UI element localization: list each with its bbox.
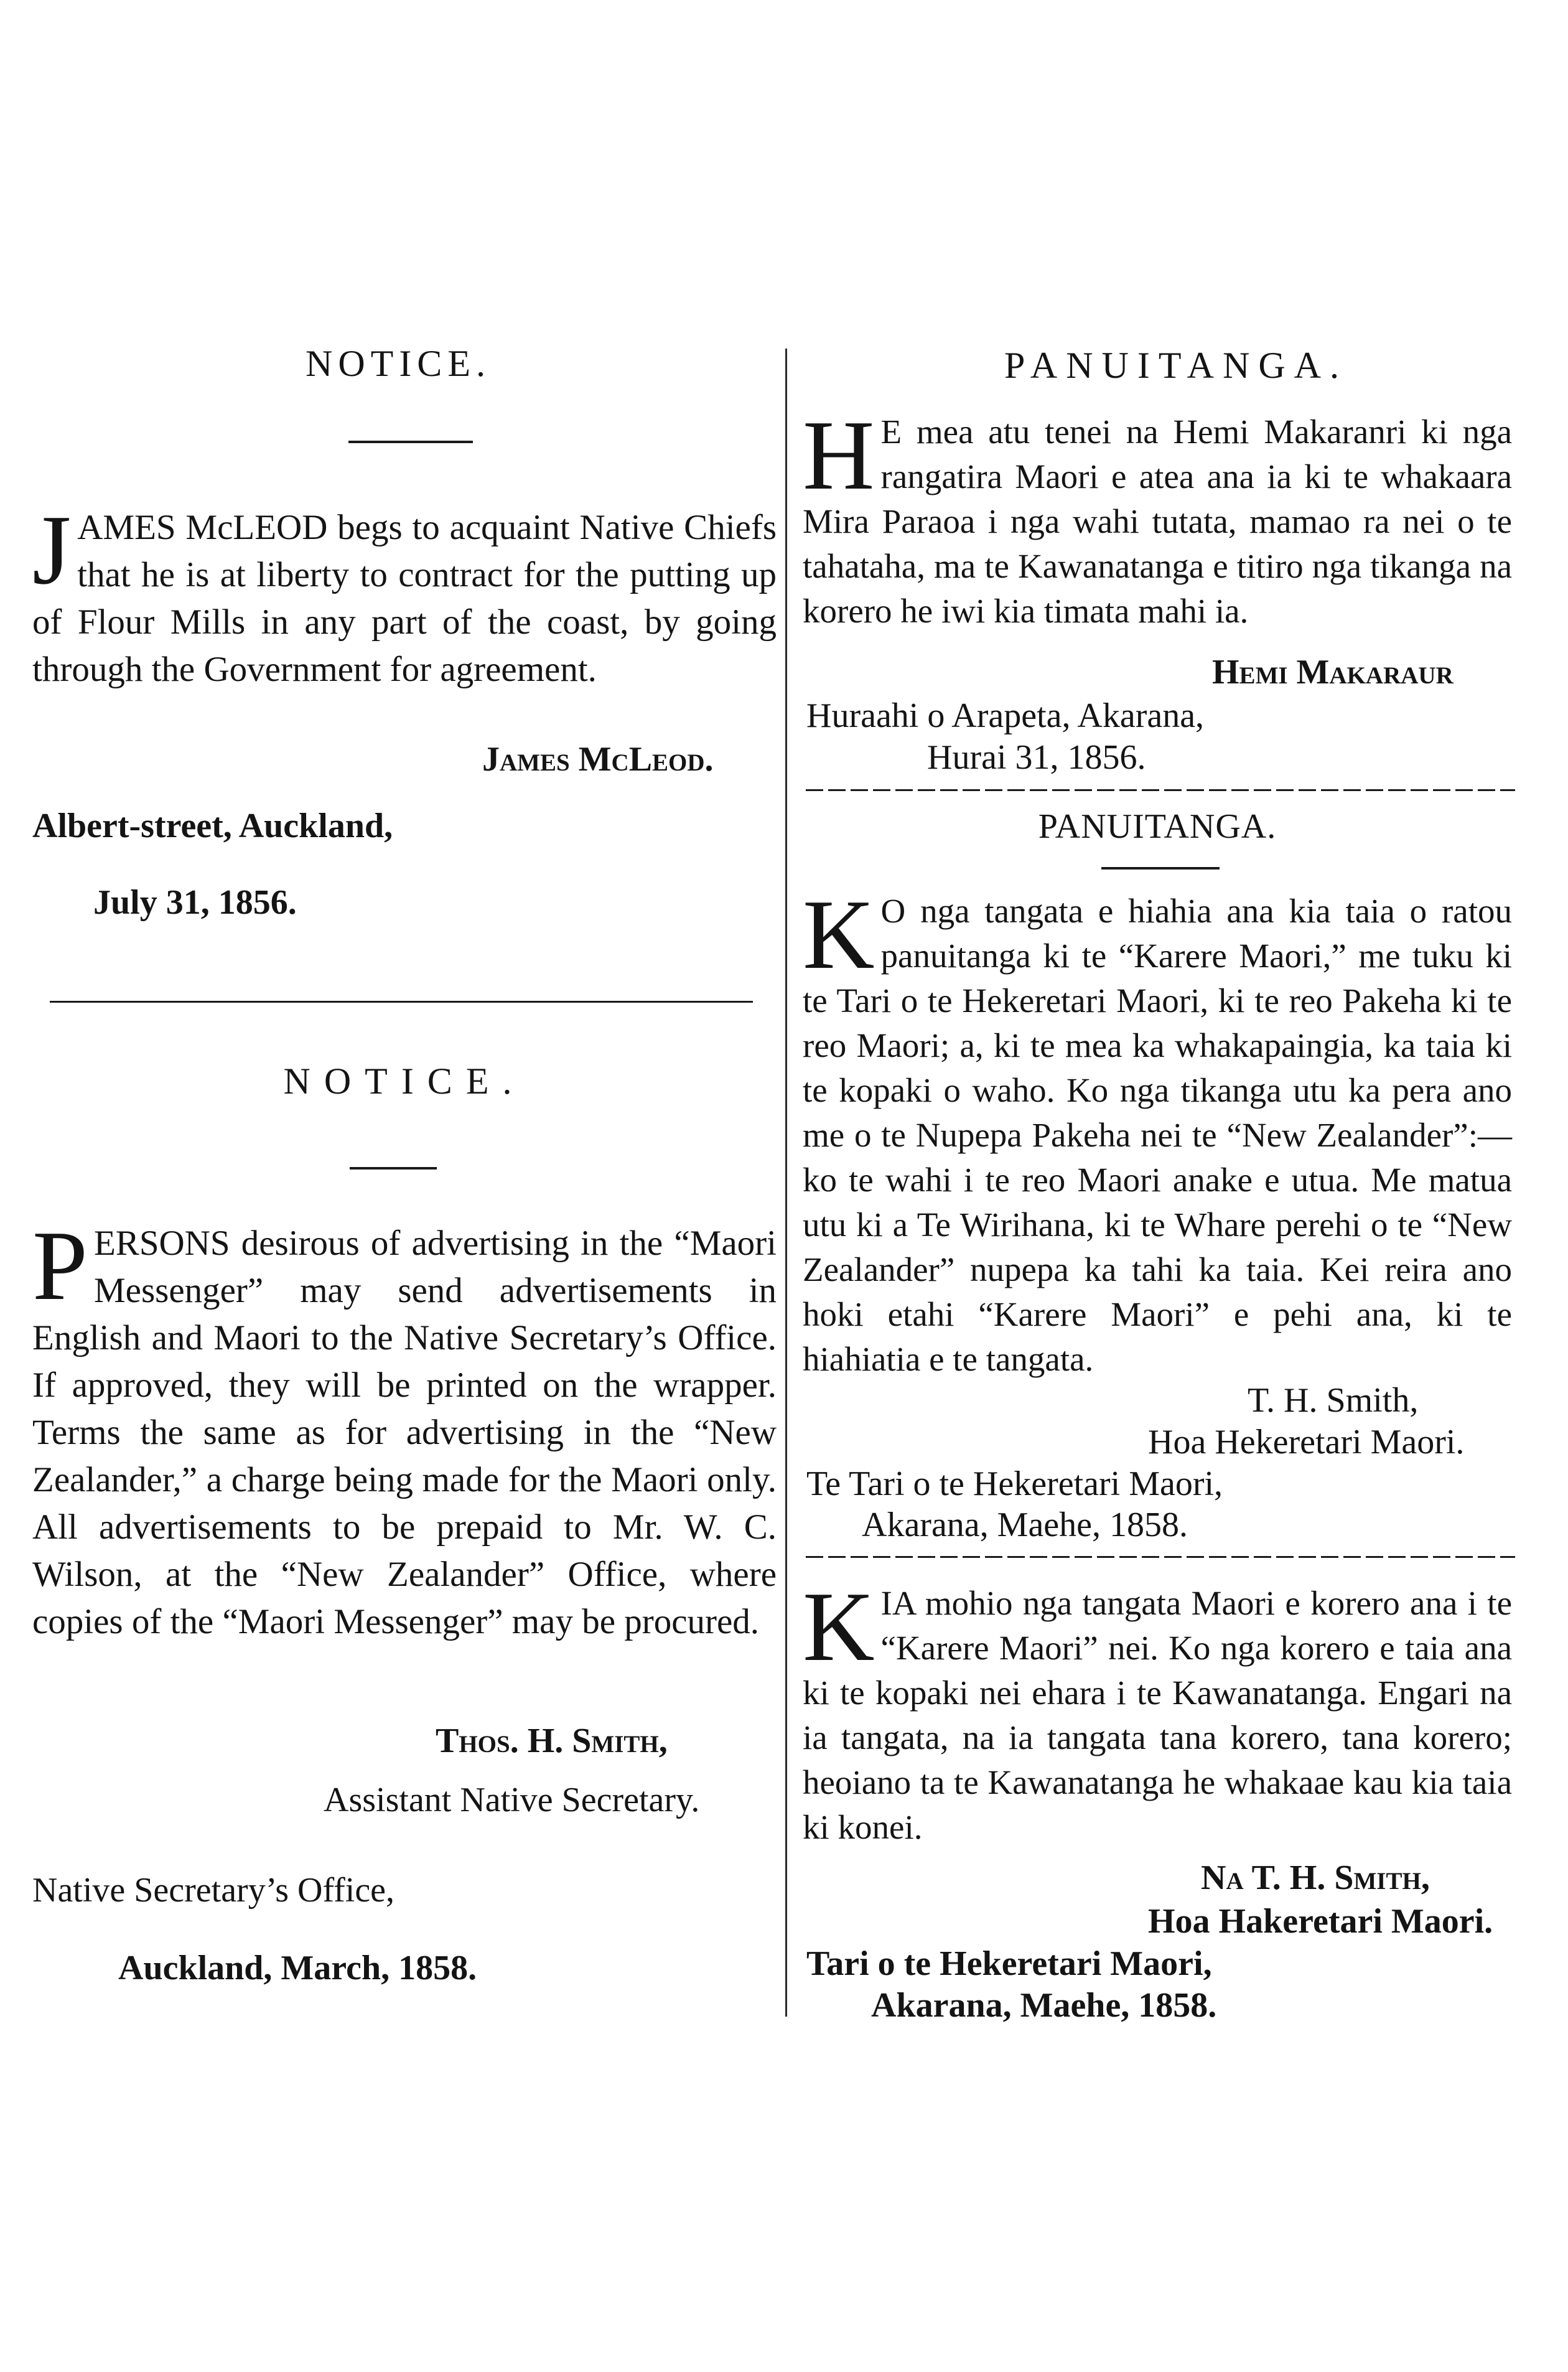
address: Huraahi o Arapeta, Akarana,	[806, 696, 1205, 735]
panuitanga-text: IA mohio nga tangata Maori e korero ana i te “Karere Maori” nei. Ko nga korero e taia ana ki te kopaki nei ehara i te Kawanatanga. Engari na ia tangata, na ia tangata tana korero, tana korero; heoiano ta te Kawanatanga he whakaae kau kia taia ki konei.	[803, 1584, 1512, 1846]
panuitanga-heading: PANUITANGA.	[1004, 345, 1348, 386]
date: Akarana, Maehe, 1858.	[862, 1506, 1188, 1544]
panuitanga-2-body	[803, 879, 1512, 1382]
signature-title: Hoa Hekeretari Maori.	[1148, 1423, 1465, 1461]
notice-heading: NOTICE.	[306, 343, 491, 384]
date: Auckland, March, 1858.	[118, 1949, 477, 1987]
section-rule	[806, 1556, 1515, 1558]
drop-cap: K	[803, 1571, 875, 1682]
panuitanga-3-body	[803, 1571, 1512, 1850]
address: Albert-street, Auckland,	[32, 807, 393, 845]
panuitanga-text: E mea atu tenei na Hemi Makaranri ki nga rangatira Maori e atea ana ia ki te whakaara Mira Paraoa i nga wahi tutata, mamao ra nei o te tahataha, ma te Kawanatanga e titiro nga tikanga na korero he iwi kia timata mahi ia.	[803, 413, 1512, 630]
drop-cap: K	[803, 879, 875, 990]
signature: Na T. H. Smith,	[1201, 1859, 1430, 1897]
signature: James McLeod.	[482, 740, 714, 779]
section-rule	[50, 1001, 753, 1003]
office: Te Tari o te Hekeretari Maori,	[806, 1465, 1223, 1503]
signature-title: Hoa Hakeretari Maori.	[1148, 1902, 1493, 1941]
column-divider	[785, 349, 787, 2017]
signature-title: Assistant Native Secretary.	[324, 1781, 700, 1819]
drop-cap: J	[32, 494, 72, 605]
drop-cap: H	[803, 400, 875, 510]
notice-heading: NOTICE.	[283, 1061, 526, 1102]
mcleod-notice-body	[32, 494, 777, 693]
date: July 31, 1856.	[93, 883, 297, 922]
heading-rule	[350, 1167, 437, 1170]
notice-text: ERSONS desirous of advertising in the “Maori Messenger” may send advertisements in English and Maori to the Native Secretary’s Office. If approved, they will be printed on the wrapper. Terms the same as for advertising in the “New Zealander,” a charge being made for the Maori only. All advertisements to be prepaid to Mr. W. C. Wilson, at the “New Zealander” Office, where copies of the “Maori Messenger” may be procured.	[32, 1224, 777, 1641]
office: Tari o te Hekeretari Maori,	[806, 1944, 1212, 1983]
date: Hurai 31, 1856.	[927, 738, 1146, 777]
heading-rule	[1101, 867, 1220, 870]
section-rule	[806, 789, 1515, 791]
date: Akarana, Maehe, 1858.	[871, 1986, 1217, 2025]
office: Native Secretary’s Office,	[32, 1871, 395, 1910]
panuitanga-1-body	[803, 400, 1512, 634]
advertising-notice-body	[32, 1210, 777, 1646]
signature: Thos. H. Smith,	[436, 1722, 668, 1760]
notice-text: AMES McLEOD begs to acquaint Native Chiefs that he is at liberty to contract for the putting up of Flour Mills in any part of the coast, by going through the Government for agreement.	[32, 508, 777, 689]
panuitanga-heading: PANUITANGA.	[1038, 807, 1277, 846]
heading-rule	[348, 441, 473, 443]
drop-cap: P	[32, 1210, 88, 1321]
panuitanga-text: O nga tangata e hiahia ana kia taia o ratou panuitanga ki te “Karere Maori,” me tuku ki te Tari o te Hekeretari Maori, ki te reo Pakeha ki te reo Maori; a, ki te mea ka whakapaingia, ka taia ki te kopaki o waho. Ko nga tikanga utu ka pera ano me o te Nupepa Pakeha nei te “New Zealander”:—ko te wahi i te reo Maori anake e utua. Me matua utu ki a Te Wirihana, ki te Whare perehi o te “New Zealander” nupepa ka tahi ka taia. Kei reira ano hoki etahi “Karere Maori” e pehi ana, ki te hiahiatia e te tangata.	[803, 892, 1512, 1378]
signature: Hemi Makaraur	[1212, 653, 1454, 691]
signature: T. H. Smith,	[1248, 1381, 1419, 1420]
